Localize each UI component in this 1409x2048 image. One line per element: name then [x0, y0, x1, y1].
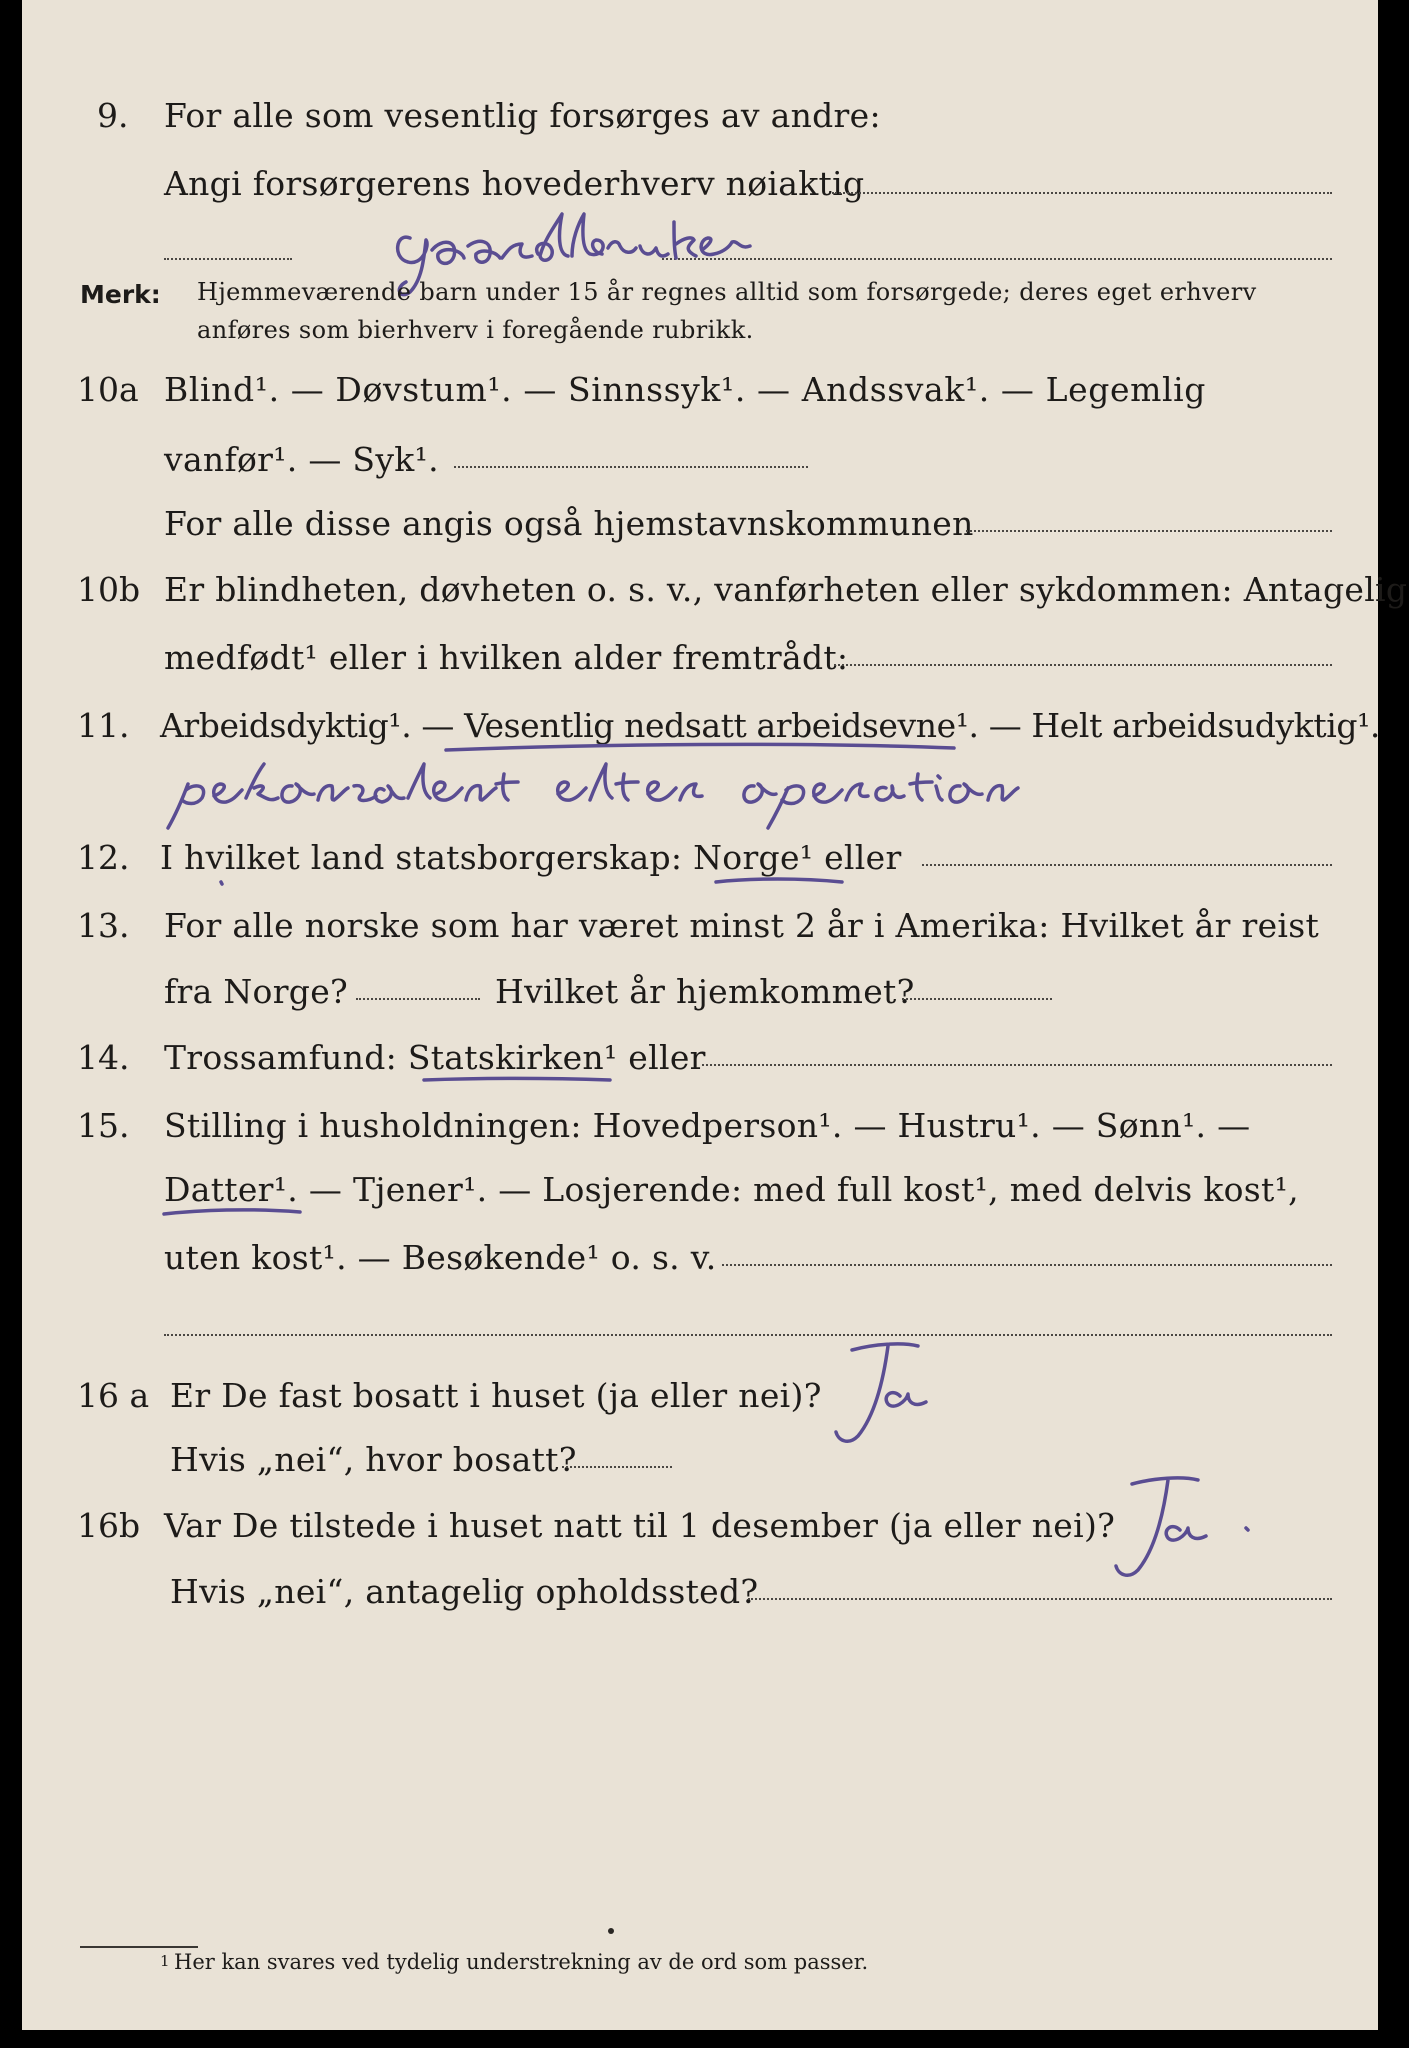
item-16b-question: Var De tilstede i huset natt til 1 desember (ja eller nei)? — [164, 1506, 1116, 1545]
item-16b-answer-line — [748, 1598, 1332, 1600]
ink-speck — [604, 1924, 618, 1938]
item-13-number: 13. — [77, 906, 130, 945]
item-10a-line-2: vanfør¹. — Syk¹. — [164, 440, 439, 479]
item-11-options: Arbeidsdyktig¹. — Vesentlig nedsatt arbeidsevne¹. — Helt arbeidsudyktig¹. — [160, 706, 1381, 745]
item-13-emigrated-year: fra Norge? — [164, 972, 349, 1011]
item-15-line-2: Datter¹. — Tjener¹. — Losjerende: med full kost¹, med delvis kost¹, — [164, 1170, 1299, 1209]
item-12-dot — [212, 874, 232, 894]
item-15-line-1: Stilling i husholdningen: Hovedperson¹. — Hustru¹. — Sønn¹. — — [164, 1106, 1251, 1145]
item-13-returned-year: Hvilket år hjemkommet? — [495, 972, 915, 1011]
item-15-number: 15. — [77, 1106, 130, 1145]
item-12-underline — [712, 872, 852, 892]
item-12-number: 12. — [77, 838, 130, 877]
item-16a-residence: Hvis „nei“, hvor bosatt? — [170, 1440, 577, 1479]
item-10a-line-3: For alle disse angis også hjemstavnskommunen — [164, 504, 974, 543]
note-line-2: anføres som bierhverv i foregående rubrikk. — [197, 316, 754, 344]
item-15-underline — [160, 1202, 310, 1222]
item-9-number: 9. — [97, 96, 129, 135]
item-9-instruction: Angi forsørgerens hovederhverv nøiaktig — [164, 164, 865, 203]
item-14-answer-line — [702, 1064, 1332, 1066]
item-10a-answer-line — [454, 466, 808, 468]
item-13-line-1: For alle norske som har været minst 2 år i Amerika: Hvilket år reist — [164, 906, 1320, 945]
item-13-emigrated-line — [356, 998, 480, 1000]
footnote-text: Her kan svares ved tydelig understrekning av de ord som passer. — [174, 1950, 869, 1974]
census-form-page — [22, 0, 1408, 2030]
item-10b-number: 10b — [77, 570, 141, 609]
item-12-answer-line — [922, 864, 1332, 866]
note-line-1: Hjemmeværende barn under 15 år regnes alltid som forsørgede; deres eget erhverv — [197, 278, 1257, 306]
item-12-line: I hvilket land statsborgerskap: Norge¹ eller — [160, 838, 902, 877]
item-16b-handwritten-answer — [1102, 1470, 1262, 1580]
item-9-answer-line — [832, 192, 1332, 194]
item-15-line-3: uten kost¹. — Besøkende¹ o. s. v. — [164, 1238, 717, 1277]
item-16a-handwritten-answer — [822, 1336, 982, 1446]
footnote-marker: 1 — [160, 1952, 170, 1970]
item-11-handwritten-answer — [162, 754, 1252, 834]
item-9-answer-line-2 — [164, 258, 292, 260]
note-label: Merk: — [80, 280, 161, 309]
item-10a-municipality-line — [966, 530, 1332, 532]
item-14-underline — [420, 1070, 620, 1090]
item-14-line: Trossamfund: Statskirken¹ eller — [164, 1038, 706, 1077]
item-15-answer-line-2 — [164, 1334, 1332, 1336]
item-16a-question: Er De fast bosatt i huset (ja eller nei)? — [170, 1376, 822, 1415]
item-10b-line-1: Er blindheten, døvheten o. s. v., vanførheten eller sykdommen: Antagelig — [164, 570, 1408, 609]
item-16a-number: 16 a — [77, 1376, 150, 1415]
item-16a-answer-line — [562, 1466, 672, 1468]
footnote-rule — [80, 1946, 198, 1948]
item-15-answer-line — [722, 1264, 1332, 1266]
item-9-question: For alle som vesentlig forsørges av andre: — [164, 96, 881, 135]
item-16b-whereabouts: Hvis „nei“, antagelig opholdssted? — [170, 1572, 759, 1611]
item-11-number: 11. — [77, 706, 130, 745]
item-14-number: 14. — [77, 1038, 130, 1077]
item-10b-answer-line — [834, 664, 1332, 666]
item-10b-line-2: medfødt¹ eller i hvilken alder fremtrådt: — [164, 638, 849, 677]
item-10a-line-1: Blind¹. — Døvstum¹. — Sinnssyk¹. — Andssvak¹. — Legemlig — [164, 370, 1207, 409]
item-10a-number: 10a — [77, 370, 139, 409]
item-13-returned-line — [902, 998, 1052, 1000]
item-16b-number: 16b — [77, 1506, 141, 1545]
